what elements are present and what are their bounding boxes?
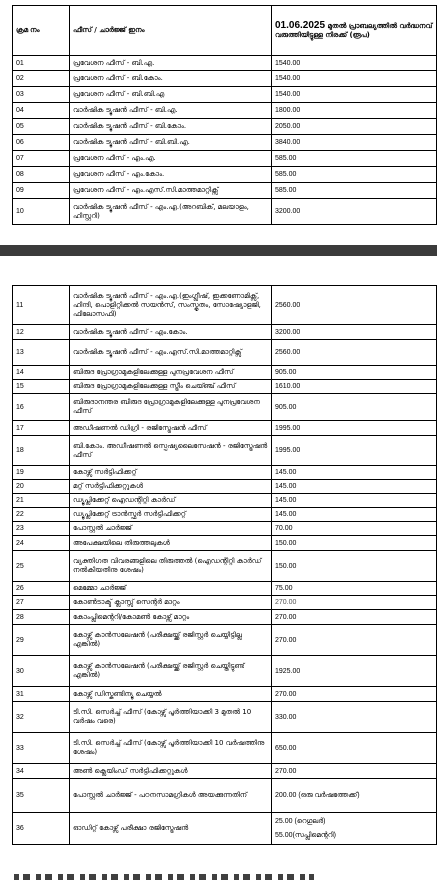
table-row <box>13 813 437 845</box>
row-number: 08 <box>13 167 70 183</box>
page-break-divider <box>0 245 437 256</box>
row-number: 03 <box>13 87 70 103</box>
row-item: ബിരുദാനന്തര ബിരുദ പ്രോഗ്രാമുകളിലേക്കുള്ള പുനപ്രവേശന ഫീസ് <box>70 394 272 421</box>
row-number: 34 <box>13 764 70 779</box>
row-item: വാർഷിക ട്യൂഷൻ ഫീസ് - എം.എ.(ഇംഗ്ലീഷ്, ഇക്കണോമിക്സ്, ഹിന്ദി, പൊളിറ്റിക്കൽ സയൻസ്, സംസ്കൃതം, സോഷ്യോളജി, ഫിലോസഫി) <box>70 286 272 325</box>
row-item: കോഴ്സ് കാൻസലേഷൻ (പരീക്ഷയ്ക്ക് രജിസ്റ്റർ ചെയ്യിട്ടില്ല എങ്കിൽ) <box>70 625 272 656</box>
table-row <box>13 325 437 340</box>
row-rate: 270.00 <box>272 610 437 625</box>
row-rate: 145.00 <box>272 466 437 480</box>
cut-off-next-line <box>14 874 314 880</box>
table-row <box>13 394 437 421</box>
row-rate: 1540.00 <box>272 56 437 71</box>
table-row <box>13 687 437 702</box>
row-rate: 585.00 <box>272 151 437 167</box>
row-rate: 145.00 <box>272 494 437 508</box>
table-row <box>13 625 437 656</box>
row-number: 16 <box>13 394 70 421</box>
row-number: 15 <box>13 380 70 394</box>
row-number: 21 <box>13 494 70 508</box>
row-item: ഓഡിറ്റ് കോഴ്സ് പരീക്ഷാ രജിസ്ട്രേഷൻ <box>70 813 272 845</box>
row-number: 33 <box>13 733 70 764</box>
table-row <box>13 380 437 394</box>
header-row <box>13 6 437 56</box>
row-number: 01 <box>13 56 70 71</box>
row-rate-2: 55.00 <box>275 831 293 839</box>
row-item: വാർഷിക ട്യൂഷൻ ഫീസ് - ബി.എ. <box>70 103 272 119</box>
row-number: 09 <box>13 183 70 199</box>
row-number: 31 <box>13 687 70 702</box>
table-row <box>13 87 437 103</box>
table-row <box>13 56 437 71</box>
table-row <box>13 366 437 380</box>
table-row <box>13 779 437 813</box>
row-item: കോഴ്സ് സർട്ടിഫിക്കറ്റ് <box>70 466 272 480</box>
table-row <box>13 551 437 582</box>
row-rate: 2050.00 <box>272 119 437 135</box>
rate-header-date: 01.06.2025 <box>275 20 326 31</box>
row-item: പോസ്റ്റൽ ചാർജ്ജ് - പഠനസാമഗ്രികൾ അയക്കുന്നതിന് <box>70 779 272 813</box>
row-rate: 270.00 <box>272 596 437 610</box>
row-item: ബിരുദ പ്രോഗ്രാമുകളിലേക്കുള്ള സ്ട്രീം ചെയ്ഞ്ച് ഫീസ് <box>70 380 272 394</box>
row-number: 06 <box>13 135 70 151</box>
row-number: 19 <box>13 466 70 480</box>
table-row <box>13 436 437 466</box>
row-rate: 650.00 <box>272 733 437 764</box>
row-rate: 585.00 <box>272 167 437 183</box>
row-number: 28 <box>13 610 70 625</box>
row-number: 12 <box>13 325 70 340</box>
row-number: 26 <box>13 582 70 596</box>
row-item: കോഴ്സ് ഡിസ്കണ്ടിന്യൂ ചെയ്യൽ <box>70 687 272 702</box>
row-item: പ്രവേശന ഫീസ് - ബി.കോം. <box>70 71 272 87</box>
table-row <box>13 582 437 596</box>
row-number: 36 <box>13 813 70 845</box>
row-rate: 145.00 <box>272 508 437 522</box>
fee-table-page-1 <box>12 5 437 225</box>
row-rate: 200.00 <box>275 792 297 799</box>
row-item: വാർഷിക ട്യൂഷൻ ഫീസ് - എം.എ.(അറബിക്, മലയാളം, ഹിസ്റ്ററി) <box>70 199 272 225</box>
row-rate: 330.00 <box>272 702 437 733</box>
row-number: 10 <box>13 199 70 225</box>
row-rate: 1925.00 <box>272 656 437 687</box>
row-item: വാർഷിക ട്യൂഷൻ ഫീസ് - എം.എസ്.സി.മാത്തമാറ്റിക്സ് <box>70 340 272 366</box>
row-rate: 905.00 <box>272 366 437 380</box>
row-item: കോൺടാക്ട് ക്ലാസ്സ് സെന്റർ മാറ്റം <box>70 596 272 610</box>
row-number: 14 <box>13 366 70 380</box>
row-rate-cell <box>272 813 437 845</box>
row-item: ബി.കോം. അഡീഷണൽ സ്പെഷ്യലൈസേഷൻ - രജിസ്ട്രേഷൻ ഫീസ് <box>70 436 272 466</box>
row-rate: 75.00 <box>272 582 437 596</box>
table-row <box>13 480 437 494</box>
table-row <box>13 167 437 183</box>
row-number: 32 <box>13 702 70 733</box>
table-row <box>13 733 437 764</box>
row-number: 27 <box>13 596 70 610</box>
row-item: ബിരുദ പ്രോഗ്രാമുകളിലേക്കുള്ള പുനപ്രവേശന ഫീസ് <box>70 366 272 380</box>
row-rate: 270.00 <box>272 625 437 656</box>
row-rate: 1995.00 <box>272 436 437 466</box>
row-rate-cell <box>272 779 437 813</box>
row-rate: 145.00 <box>272 480 437 494</box>
row-number: 24 <box>13 536 70 551</box>
table-row <box>13 71 437 87</box>
row-rate: 1540.00 <box>272 87 437 103</box>
row-number: 20 <box>13 480 70 494</box>
table-row <box>13 494 437 508</box>
row-rate: 70.00 <box>272 522 437 536</box>
table-row <box>13 151 437 167</box>
row-item: കോംപ്ലിമെന്ററി/കോമൺ കോഴ്സ് മാറ്റം <box>70 610 272 625</box>
table-row <box>13 135 437 151</box>
row-item: വ്യക്തിഗത വിവരങ്ങളിലെ തിരുത്തൽ (ഐഡന്റിറ്റി കാർഡ് നൽകിയതിനു ശേഷം) <box>70 551 272 582</box>
row-rate: 25.00 <box>275 817 293 825</box>
row-rate: 3840.00 <box>272 135 437 151</box>
table-row <box>13 466 437 480</box>
row-number: 04 <box>13 103 70 119</box>
table-row <box>13 103 437 119</box>
row-rate: 1540.00 <box>272 71 437 87</box>
row-item: ടി.സി. സെർച്ച് ഫീസ് (കോഴ്സ് പൂർത്തിയാക്കി 10 വർഷത്തിനു ശേഷം) <box>70 733 272 764</box>
row-item: ടി.സി. സെർച്ച് ഫീസ് (കോഴ്സ് പൂർത്തിയാക്കി 3 മുതൽ 10 വർഷം വരെ) <box>70 702 272 733</box>
row-number: 17 <box>13 421 70 436</box>
row-rate: 2560.00 <box>272 286 437 325</box>
row-rate: 1800.00 <box>272 103 437 119</box>
serial-header: ക്രമ നം <box>13 6 70 56</box>
row-item: അൺ ക്ലെയിംഡ് സർട്ടിഫിക്കറ്റുകൾ <box>70 764 272 779</box>
row-item: വാർഷിക ട്യൂഷൻ ഫീസ് - ബി.ബി.എ. <box>70 135 272 151</box>
row-number: 07 <box>13 151 70 167</box>
row-number: 35 <box>13 779 70 813</box>
row-number: 18 <box>13 436 70 466</box>
table-row <box>13 610 437 625</box>
table-row <box>13 656 437 687</box>
row-item: അപേക്ഷയിലെ തിരുത്തലുകൾ <box>70 536 272 551</box>
table-row <box>13 286 437 325</box>
row-rate: 270.00 <box>272 764 437 779</box>
rate-header-text: മുതൽ പ്രാബല്യത്തിൽ വർദ്ധനവ് വരുത്തിയിട്ടുള്ള നിരക്ക് (രൂപ) <box>275 22 433 39</box>
row-number: 13 <box>13 340 70 366</box>
row-item: പ്രവേശന ഫീസ് - ബി.എ. <box>70 56 272 71</box>
row-number: 05 <box>13 119 70 135</box>
row-number: 30 <box>13 656 70 687</box>
table-row <box>13 199 437 225</box>
row-item: മറ്റ് സർട്ടിഫിക്കറ്റുകൾ <box>70 480 272 494</box>
row-rate: 3200.00 <box>272 325 437 340</box>
row-rate: 150.00 <box>272 536 437 551</box>
table-row <box>13 764 437 779</box>
table-row <box>13 183 437 199</box>
table-row <box>13 702 437 733</box>
item-header: ഫീസ് / ചാർജ്ജ് ഇനം <box>70 6 272 56</box>
table-row <box>13 421 437 436</box>
row-item: പ്രവേശന ഫീസ് - എം.കോം. <box>70 167 272 183</box>
row-number: 22 <box>13 508 70 522</box>
row-rate: 1995.00 <box>272 421 437 436</box>
row-item: പ്രവേശന ഫീസ് - എം.എസ്.സി.മാത്തമാറ്റിക്സ് <box>70 183 272 199</box>
row-rate: 2560.00 <box>272 340 437 366</box>
table-row <box>13 508 437 522</box>
table-row <box>13 536 437 551</box>
row-item: പോസ്റ്റൽ ചാർജ്ജ് <box>70 522 272 536</box>
row-item: ഡ്യൂപ്ലിക്കേറ്റ് ട്രാൻസ്ഫർ സർട്ടിഫിക്കറ്റ് <box>70 508 272 522</box>
row-item: അഡീഷണൽ ഡിഗ്രി - രജിസ്ട്രേഷൻ ഫീസ് <box>70 421 272 436</box>
row-number: 25 <box>13 551 70 582</box>
row-item: കോഴ്സ് കാൻസലേഷൻ (പരീക്ഷയ്ക്ക് രജിസ്റ്റർ ചെയ്തിട്ടുണ്ട് എങ്കിൽ) <box>70 656 272 687</box>
row-rate: 1610.00 <box>272 380 437 394</box>
table-row <box>13 119 437 135</box>
rate-header <box>272 6 437 56</box>
row-item: മെമ്മോ ചാർജ്ജ് <box>70 582 272 596</box>
row-rate: 905.00 <box>272 394 437 421</box>
row-rate-2-note: (സപ്ലിമെന്ററി) <box>292 831 336 839</box>
row-rate-note: (ഒരു വർഷത്തേക്ക്) <box>298 792 360 799</box>
row-item: പ്രവേശന ഫീസ് - എം.എ. <box>70 151 272 167</box>
row-number: 11 <box>13 286 70 325</box>
row-number: 02 <box>13 71 70 87</box>
row-rate: 270.00 <box>272 687 437 702</box>
row-item: വാർഷിക ട്യൂഷൻ ഫീസ് - ബി.കോം. <box>70 119 272 135</box>
row-item: വാർഷിക ട്യൂഷൻ ഫീസ് - എം.കോം. <box>70 325 272 340</box>
table-row <box>13 340 437 366</box>
table-row <box>13 596 437 610</box>
row-rate: 3200.00 <box>272 199 437 225</box>
row-rate-note: (റെഗുലർ) <box>294 817 326 825</box>
row-rate: 585.00 <box>272 183 437 199</box>
row-item: ഡ്യൂപ്ലിക്കേറ്റ് ഐഡന്റിറ്റി കാർഡ് <box>70 494 272 508</box>
row-rate: 150.00 <box>272 551 437 582</box>
fee-table-page-2 <box>12 285 437 845</box>
table-row <box>13 522 437 536</box>
row-number: 29 <box>13 625 70 656</box>
row-item: പ്രവേശന ഫീസ് - ബി.ബി.എ <box>70 87 272 103</box>
row-number: 23 <box>13 522 70 536</box>
